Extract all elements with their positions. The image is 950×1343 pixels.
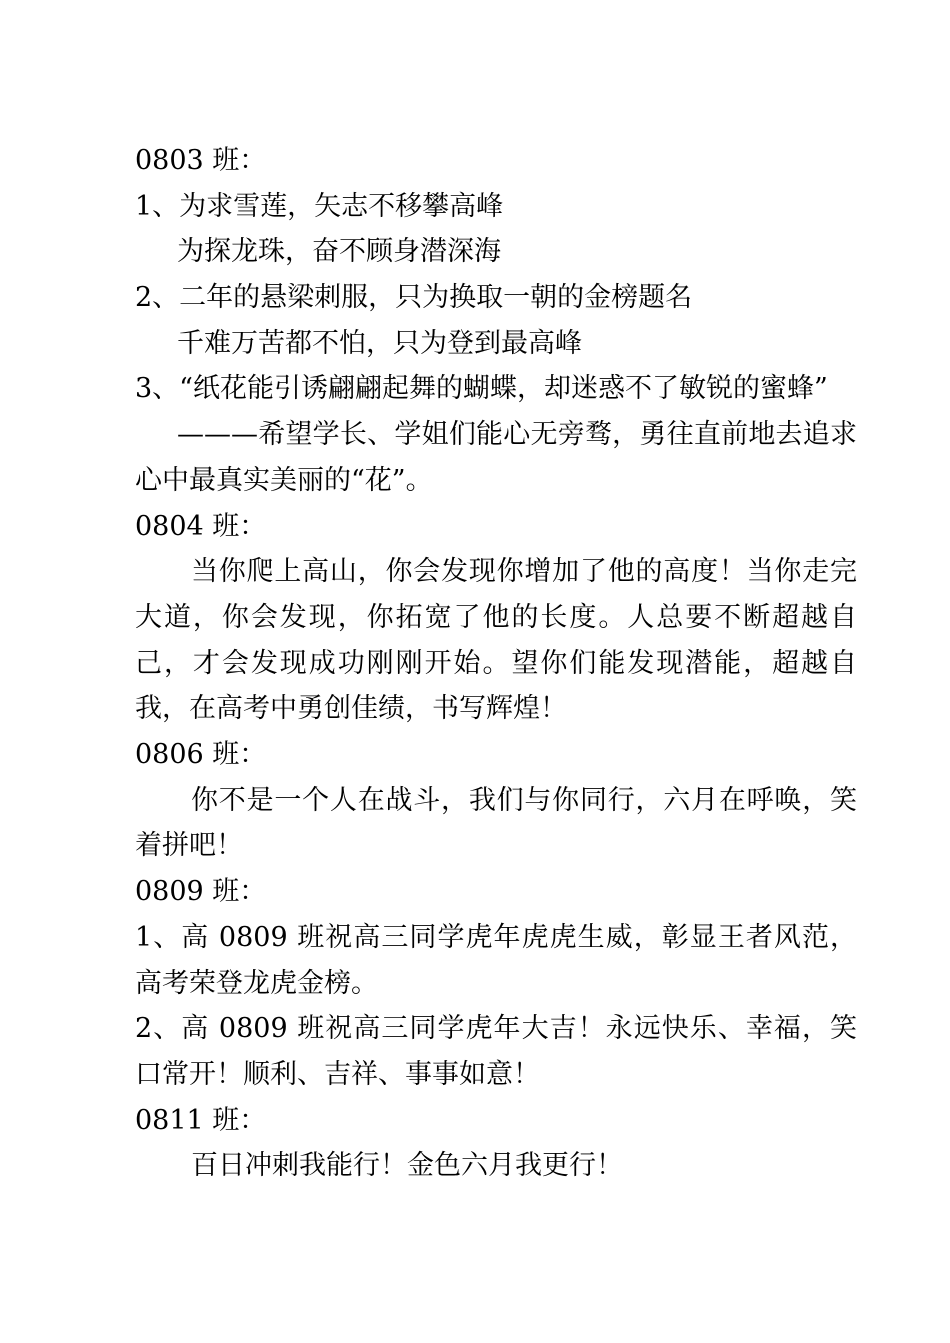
class-0811-body: 百日冲刺我能行！金色六月我更行！ bbox=[191, 1150, 623, 1182]
class-0809-paragraph-2: 2、高 0809 班祝高三同学虎年大吉！永远快乐、幸福，笑口常开！顺利、吉祥、事事如意！ bbox=[135, 1013, 857, 1090]
class-0806-heading: 0806 班： bbox=[135, 739, 267, 771]
class-0809-heading: 0809 班： bbox=[135, 876, 267, 908]
class-0803-line-4: 千难万苦都不怕，只为登到最高峰 bbox=[177, 327, 582, 359]
class-0803-line-2: 为探龙珠，奋不顾身潜深海 bbox=[177, 236, 501, 268]
document-body bbox=[135, 138, 857, 1189]
class-0803-line-3: 2、二年的悬梁刺服，只为换取一朝的金榜题名 bbox=[135, 282, 693, 314]
class-0803-heading: 0803 班： bbox=[135, 145, 267, 176]
class-0806-body: 你不是一个人在战斗，我们与你同行，六月在呼唤，笑着拼吧！ bbox=[135, 784, 857, 862]
class-0804-body: 当你爬上高山，你会发现你增加了他的高度！当你走完大道，你会发现，你拓宽了他的长度。人总要不断超越自己，才会发现成功刚刚开始。望你们能发现潜能，超越自我，在高考中勇创佳绩，书写辉煌！ bbox=[135, 556, 857, 725]
class-0809-paragraph-1: 1、高 0809 班祝高三同学虎年虎虎生威，彰显王者风范，高考荣登龙虎金榜。 bbox=[135, 921, 857, 999]
class-0811-heading: 0811 班： bbox=[135, 1104, 267, 1136]
class-0803-line-6: ———希望学长、学姐们能心无旁骛，勇往直前地去追求心中最真实美丽的“花”。 bbox=[135, 419, 857, 496]
class-0804-heading: 0804 班： bbox=[135, 510, 267, 542]
class-0803-line-1: 1、为求雪莲，矢志不移攀高峰 bbox=[135, 190, 504, 222]
class-0803-line-5: 3、“纸花能引诱翩翩起舞的蝴蝶，却迷惑不了敏锐的蜜蜂” bbox=[135, 373, 828, 405]
